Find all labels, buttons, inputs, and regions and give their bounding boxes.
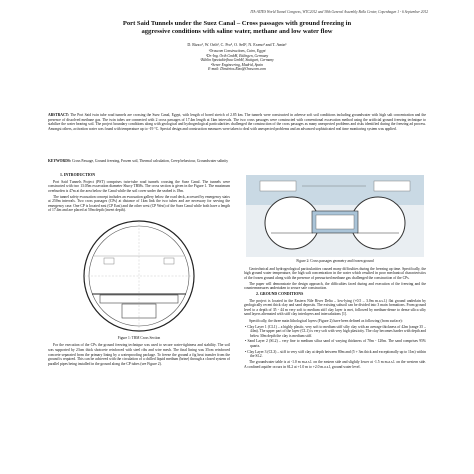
affiliation-4: ⁴Sener Engineering, Madrid, Spain [211, 62, 263, 67]
paper-title [54, 20, 420, 36]
section-heading-introduction: 1. INTRODUCTION [60, 173, 96, 177]
affiliation-3: ³Züblin Spezialtiefbau GmbH, Stuttgart, Germany [200, 58, 274, 63]
list-item: • Sand Layer 2 (SL2) – very fine to medium silica sand of varying thickness of 70m - 120m. The sand comprises 95% quartz. [245, 339, 426, 348]
right-column [244, 172, 426, 371]
figure-1-caption: Figure 1: TBM Cross Section [117, 335, 161, 340]
affiliations [44, 49, 430, 72]
keywords [48, 159, 426, 164]
figure-1-tbm-cross-section [64, 216, 214, 334]
list-item: • Clay Layer 3 (CL3) – stiff to very stiff clay at depth between 80m and (5 + 3m thick and exceptionally up to 11m) within the SL2. [245, 349, 426, 359]
paragraph: The project is located in the Eastern Nile River Delta – low-lying (+0.5 – 3.0m m.a.s.l.) flat ground underlain by geologically recent thick clay and sand deposits. The existing subsoil can be divided into 3 main formations. From ground level to a depth of 35 - 44 m very soft to medium stiff clay layer is met, followed by medium-dense to dense silica silty sand layers alternated with stiff clay interlayers and intercalations [1]. [244, 298, 426, 317]
running-header: ITA-AITES World Tunnel Congress, WTC2012 and 38th General Assembly Bella Center, Copenhagen 1 - 6 September 2012 [250, 10, 428, 14]
author-email: E-mail: Dimitrios.Rizo@Orascom.com [208, 67, 266, 72]
paper-page [44, 10, 430, 470]
paragraph: Specifically, the three main lithological layers (Figure 2) have been defined as following (from surface): [249, 318, 403, 323]
list-item: • Clay Layer 1 (CL1) – a highly plastic, very soft to medium stiff silty clay with an average thickness of 42m (range 35 – 44m). The upper part of the layer (CL1) is very soft with very high plasticity. The clay becomes harder with depth and below 30m depth the clay is medium stiff. [245, 324, 426, 338]
title-line-1: Port Said Tunnels under the Suez Canal – Cross passages with ground freezing in [122, 20, 352, 27]
abstract [48, 113, 426, 131]
tbm-cross-section-drawing [64, 216, 214, 334]
keywords-label: KEYWORDS: [48, 159, 72, 163]
authors: D. Rizzo¹, W. Orth², C. Pro², O. Sell², N. Exeno² and T. Amin¹ [187, 42, 287, 47]
abstract-text: The Port Said twin tube road tunnels are crossing the Suez Canal, Egypt, with length of bored stretch of 2.85 km. The tunnels were constructed in adverse soft soil conditions including groundwater with high salt concentration and the presence of dissolved methane gas. The twin tubes are connected with 2 cross passages of 17.4m length at 1km intervals. The two cross passages were constructed with conventional excavation method using the artificial ground freezing technique to stabilize the water bearing soil. The project boundary conditions along with geological and hydrogeological particularities challenged the construction of the cross passages as many unexpected problems and risks identified during the freezing ad process. Amongst others, activation water was found with temperature up to -19 °C. Special design and construction measures were taken to deal with unexpected problems and an advanced sophisticated real time monitoring system was applied. [48, 113, 426, 131]
paragraph: For the execution of the CPs the ground freezing technique was used to secure water-tightness and stability. The soil was supported by 23cm thick shotcrete reinforced with steel ribs and wire mesh. The final lining was 35cm reinforced concrete separated from the primary lining by a waterproofing package. To freeze the ground a fig heat transfer from the ground is required. This can be achieved with the circulation of a chilled liquid medium (brine) through a closed system of parallel pipes being installed in the ground along the CP tubes (see Figure 2). [48, 343, 230, 366]
affiliation-2: ²Dr.-Ing. Orth GmbH, Ettlingen, Germany [205, 53, 269, 58]
left-column [48, 172, 230, 368]
paragraph: The tunnel safety evacuation concept includes an evacuation gallery below the road deck, accessed by emergency stairs at 250m intervals. Two cross passages (CPs) at distance of 1km link the two tubes and are necessary for serving the emergency case. One CP is located east (CP East) and the other west (CP West) of the Suez Canal while both have a length of 17.4m and are placed at 50m depth (invert depth). [48, 194, 230, 213]
section-heading-ground-conditions: 2. GROUND CONDITIONS [256, 292, 304, 297]
keywords-text: Cross Passage, Ground freezing, Frozen soil, Thermal calculation, Creep behaviour, Groundwater salinity [72, 159, 229, 163]
cross-passages-drawing [246, 175, 424, 257]
figure-2-caption: Figure 2: Cross passages geometry and frozen ground [296, 259, 374, 263]
abstract-label: ABSTRACT: [48, 113, 70, 117]
figure-2-cross-passages [246, 175, 424, 257]
paragraph: Port Said Tunnels Project (PST) comprises twin-tube road tunnels crossing the Suez Canal. The tunnels were constructed with two 13.05m excavation diameter Slurry TBMs. The cross section is given in the Figure 1. The maximum overburden is 47m at the area below the Canal while the soil cover under the seabed is 18m. [48, 179, 230, 193]
paragraph: The paper will demonstrate the design approach, the difficulties faced during and execution of the freezing and the countermeasures undertaken to secure safe construction. [244, 281, 426, 291]
paragraph: The groundwater table is at -1.0 m m.a.s.l. on the eastern side and slightly lower at -1.5 m m.a.s.l. on the western side. A confined aquifer occurs in SL2 at +1.0 m to +2.0 m.a.s.l, ground water level. [244, 359, 426, 369]
affiliation-1: ¹Orascom Constructions, Cairo, Egypt [208, 49, 266, 53]
paragraph: Geotechnical and hydrogeological particularities caused many difficulties during the freezing up time. Specifically, the high ground water temperature, the high salt concentration in the water which resulted in poor mechanical characteristics of the frozen ground along with the presence of pressurised methane gas challenged the construction of the CPs. [244, 266, 426, 280]
title-line-2: aggressive conditions with saline water, methane and low water flow [141, 28, 333, 35]
